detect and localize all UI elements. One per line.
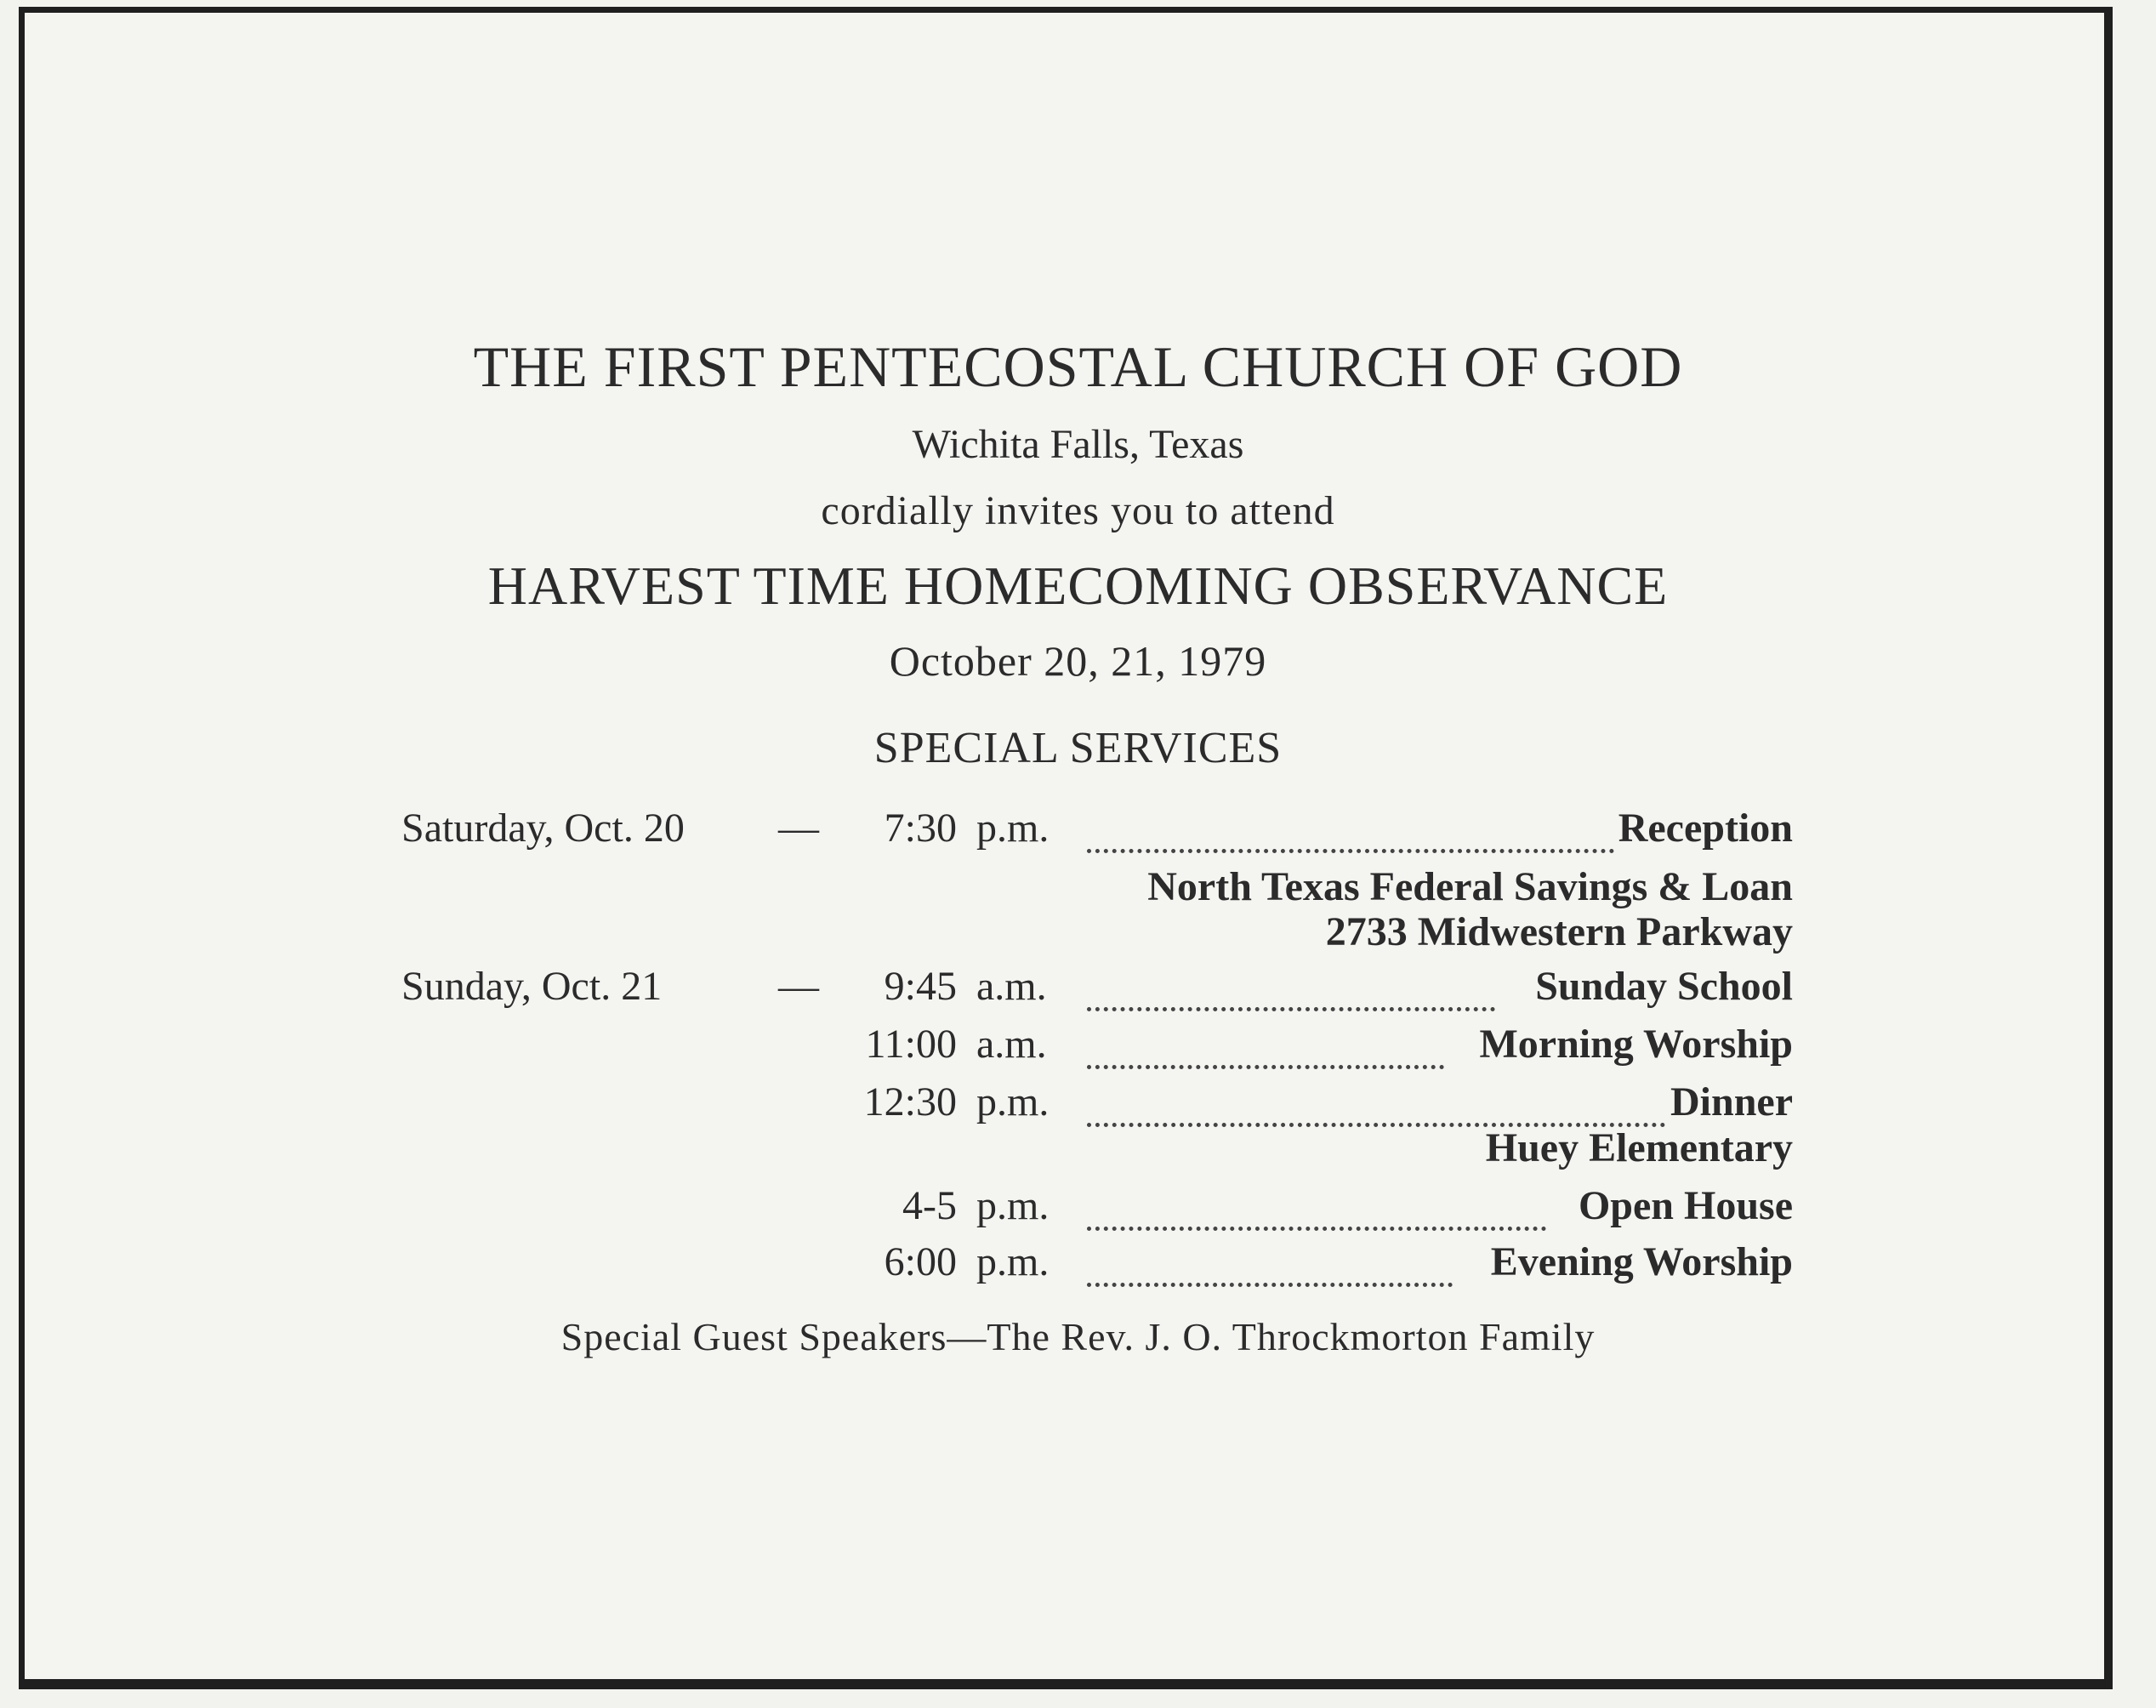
saturday-ampm: p.m. — [976, 806, 1050, 851]
church-location: Wichita Falls, Texas — [912, 422, 1244, 467]
guest-speakers: Special Guest Speakers—The Rev. J. O. Throckmorton Family — [560, 1315, 1596, 1358]
schedule-event: Dinner — [1667, 1079, 1793, 1125]
invitation-line: cordially invites you to attend — [821, 488, 1335, 533]
schedule-event: Open House — [1575, 1182, 1793, 1229]
schedule-leader-dots — [1087, 1060, 1444, 1069]
saturday-dash: — — [778, 806, 819, 851]
schedule-time: 4-5 — [902, 1183, 957, 1228]
sunday-day: Sunday, Oct. 21 — [401, 964, 663, 1009]
announcement-frame — [19, 7, 2113, 1689]
saturday-time: 7:30 — [884, 806, 957, 851]
schedule-ampm: p.m. — [976, 1183, 1050, 1228]
schedule-time: 11:00 — [865, 1022, 957, 1067]
schedule-time: 6:00 — [884, 1239, 957, 1284]
church-name: THE FIRST PENTECOSTAL CHURCH OF GOD — [473, 334, 1683, 399]
event-title: HARVEST TIME HOMECOMING OBSERVANCE — [487, 555, 1669, 616]
schedule-leader-dots — [1087, 1278, 1453, 1287]
saturday-day: Saturday, Oct. 20 — [401, 806, 685, 851]
schedule-ampm: p.m. — [976, 1239, 1050, 1284]
schedule-ampm: p.m. — [976, 1079, 1050, 1124]
schedule-time: 9:45 — [884, 964, 957, 1009]
schedule-event: Morning Worship — [1476, 1021, 1793, 1068]
schedule-leader-dots — [1087, 1002, 1495, 1011]
saturday-venue: North Texas Federal Savings & Loan — [1147, 864, 1793, 909]
schedule-event: Sunday School — [1532, 963, 1793, 1010]
schedule-venue: Huey Elementary — [1485, 1125, 1793, 1170]
schedule-time: 12:30 — [863, 1079, 957, 1124]
saturday-event: Reception — [1615, 805, 1793, 851]
section-title: SPECIAL SERVICES — [873, 724, 1283, 772]
schedule-ampm: a.m. — [976, 964, 1047, 1009]
schedule-leader-dots — [1087, 1221, 1546, 1231]
saturday-leader-dots — [1087, 844, 1614, 853]
sunday-dash: — — [778, 964, 819, 1009]
event-dates: October 20, 21, 1979 — [889, 637, 1267, 685]
schedule-ampm: a.m. — [976, 1022, 1047, 1067]
schedule-event: Evening Worship — [1488, 1238, 1793, 1285]
saturday-address: 2733 Midwestern Parkway — [1325, 909, 1793, 954]
